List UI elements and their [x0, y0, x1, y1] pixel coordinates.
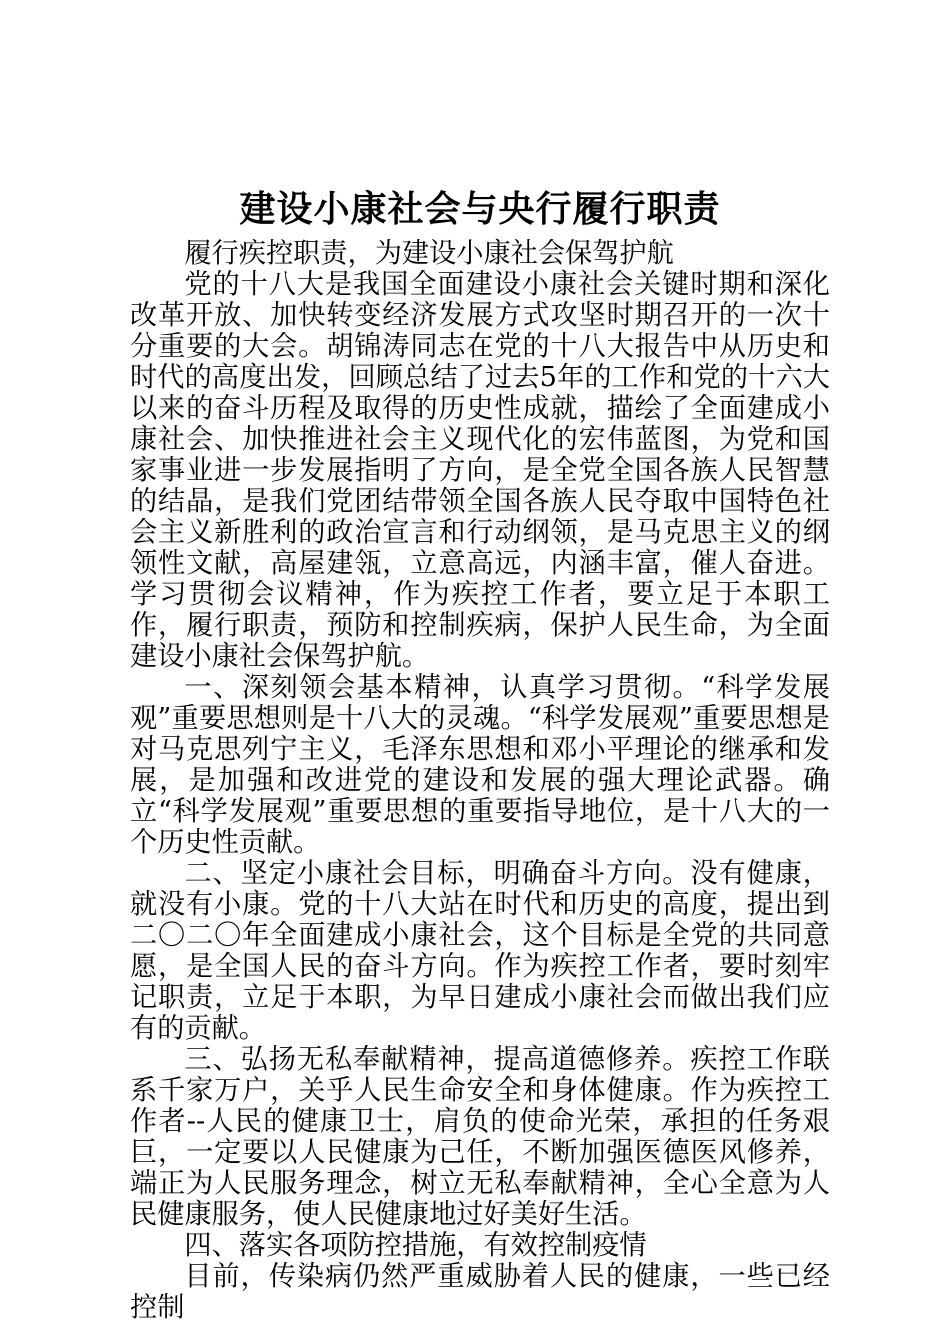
paragraph-section-4-body: 目前，传染病仍然严重威胁着人民的健康，一些已经控制 — [130, 1261, 830, 1323]
paragraph-section-4-heading: 四、落实各项防控措施，有效控制疫情 — [184, 1230, 647, 1261]
document-body — [130, 238, 830, 1323]
paragraph-subtitle: 履行疾控职责，为建设小康社会保驾护航 — [184, 238, 674, 269]
paragraph-section-1: 一、深刻领会基本精神，认真学习贯彻。“科学发展观”重要思想则是十八大的灵魂。“科学发展观”重要思想是对马克思列宁主义，毛泽东思想和邓小平理论的继承和发展，是加强和改进党的建设和发展的强大理论武器。确立“科学发展观”重要思想的重要指导地位，是十八大的一个历史性贡献。 — [130, 672, 830, 858]
paragraph-section-3: 三、弘扬无私奉献精神，提高道德修养。疾控工作联系千家万户，关乎人民生命安全和身体健康。作为疾控工作者--人民的健康卫士，肩负的使命光荣，承担的任务艰巨，一定要以人民健康为己任，不断加强医德医风修养，端正为人民服务理念，树立无私奉献精神，全心全意为人民健康服务，使人民健康地过好美好生活。 — [130, 1044, 830, 1230]
document-title: 建设小康社会与央行履行职责 — [239, 188, 721, 230]
paragraph-section-2: 二、坚定小康社会目标，明确奋斗方向。没有健康，就没有小康。党的十八大站在时代和历史的高度，提出到二〇二〇年全面建成小康社会，这个目标是全党的共同意愿，是全国人民的奋斗方向。作为疾控工作者，要时刻牢记职责，立足于本职，为早日建成小康社会而做出我们应有的贡献。 — [130, 858, 830, 1044]
paragraph-intro: 党的十八大是我国全面建设小康社会关键时期和深化改革开放、加快转变经济发展方式攻坚时期召开的一次十分重要的大会。胡锦涛同志在党的十八大报告中从历史和时代的高度出发，回顾总结了过去5年的工作和党的十六大以来的奋斗历程及取得的历史性成就，描绘了全面建成小康社会、加快推进社会主义现代化的宏伟蓝图，为党和国家事业进一步发展指明了方向，是全党全国各族人民智慧的结晶，是我们党团结带领全国各族人民夺取中国特色社会主义新胜利的政治宣言和行动纲领，是马克思主义的纲领性文献，高屋建瓴，立意高远，内涵丰富，催人奋进。学习贯彻会议精神，作为疾控工作者，要立足于本职工作，履行职责，预防和控制疾病，保护人民生命，为全面建设小康社会保驾护航。 — [130, 269, 830, 672]
